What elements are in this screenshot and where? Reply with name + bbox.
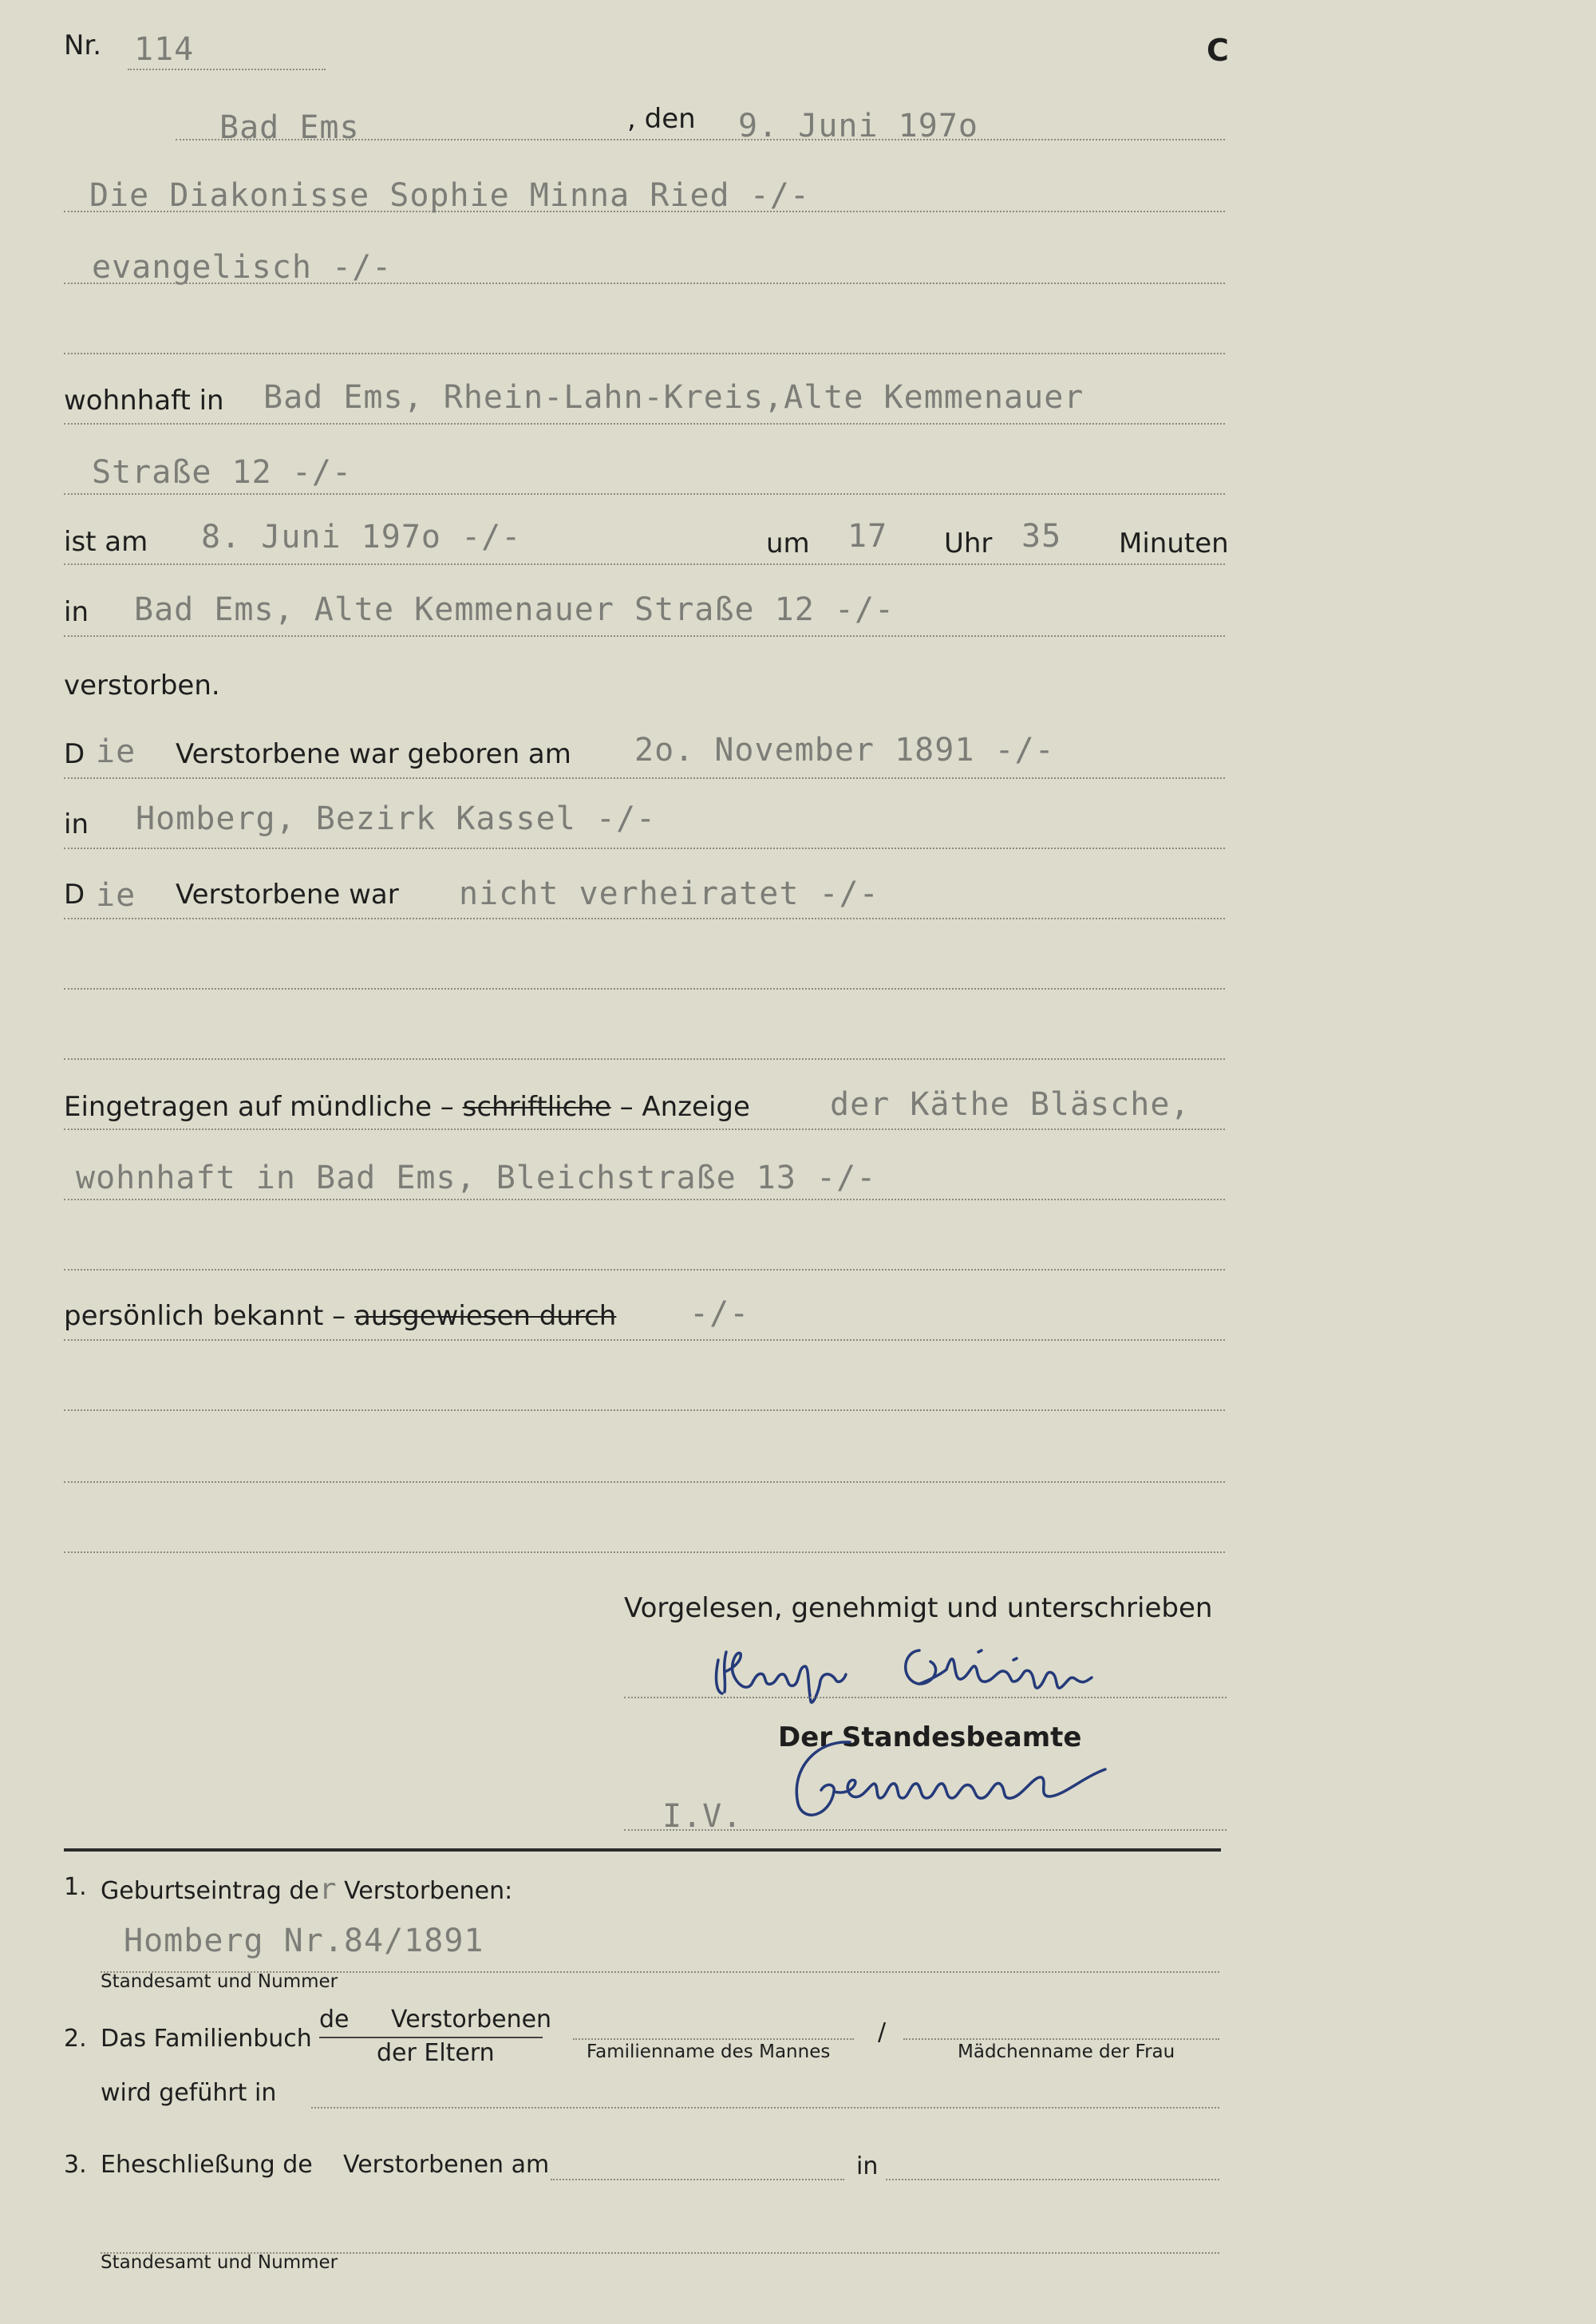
family-book-de: de <box>319 2006 350 2034</box>
informant-line <box>64 1128 1225 1130</box>
informant-name: der Käthe Bläsche, <box>830 1086 1191 1123</box>
informant-address: wohnhaft in Bad Ems, Bleichstraße 13 -/- <box>76 1160 877 1196</box>
birth-date-line <box>64 777 1225 779</box>
note-1-number: 1. <box>64 1873 87 1901</box>
blank-line <box>64 1481 1225 1483</box>
marital-status: nicht verheiratet -/- <box>459 875 879 912</box>
marital-article-label: D <box>64 879 85 911</box>
um-label: um <box>766 528 810 559</box>
birth-record-number: Homberg Nr.84/1891 <box>124 1923 484 1959</box>
fraction-bar <box>319 2037 543 2038</box>
read-approved-signed: Vorgelesen, genehmigt und unterschrieben <box>624 1592 1213 1624</box>
family-book-parents: der Eltern <box>377 2039 495 2067</box>
death-date: 8. Juni 197o -/- <box>201 519 522 555</box>
report-label-written-struck: schriftliche <box>462 1091 611 1123</box>
death-place-label: in <box>64 596 89 628</box>
birth-place-label: in <box>64 808 89 840</box>
note-1-label-start: Geburtseintrag de <box>101 1877 319 1905</box>
death-hour: 17 <box>847 518 888 555</box>
marriage-registry-caption: Standesamt und Nummer <box>101 2252 338 2273</box>
birth-place-line <box>64 848 1225 849</box>
number-label: Nr. <box>64 30 102 61</box>
birth-label: Verstorbene war geboren am <box>176 738 571 770</box>
registrar-signature <box>786 1728 1201 1840</box>
birth-article-label: D <box>64 738 85 770</box>
note-1-typed-suffix: r <box>318 1873 337 1906</box>
registrar-title: Der Standesbeamte <box>778 1721 1082 1753</box>
identity-value: -/- <box>689 1295 750 1332</box>
registrar-signature-line <box>624 1829 1227 1831</box>
religion: evangelisch -/- <box>92 249 393 286</box>
blank-line <box>64 1058 1225 1060</box>
report-label-oral: Eingetragen auf mündliche – <box>64 1091 454 1123</box>
death-date-label: ist am <box>64 526 148 558</box>
blank-line <box>64 353 1225 354</box>
registry-date: 9. Juni 197o <box>738 108 978 144</box>
informant-address-line <box>64 1199 1225 1200</box>
form-letter: C <box>1207 33 1229 68</box>
name-separator: / <box>878 2018 887 2046</box>
informant-signature-line <box>624 1697 1227 1698</box>
residence-line <box>64 423 1225 425</box>
residence-address: Bad Ems, Rhein-Lahn-Kreis,Alte Kemmenauer <box>263 379 1084 416</box>
register-number: 114 <box>134 31 195 68</box>
marital-line <box>64 918 1225 919</box>
blank-line <box>64 1269 1225 1271</box>
kept-at-line <box>311 2107 1219 2109</box>
street-line <box>64 493 1225 495</box>
birth-place: Homberg, Bezirk Kassel -/- <box>136 800 657 837</box>
minuten-label: Minuten <box>1119 528 1229 559</box>
wife-name-line <box>903 2038 1219 2040</box>
den-label: , den <box>627 103 696 135</box>
blank-line <box>64 1551 1225 1553</box>
number-line <box>128 69 326 70</box>
header-line <box>176 139 1225 140</box>
husband-name-caption: Familienname des Mannes <box>587 2041 831 2062</box>
note-1-label-end: Verstorbenen: <box>344 1877 513 1905</box>
death-minute: 35 <box>1021 518 1062 555</box>
death-place-line <box>64 635 1225 637</box>
registry-place: Bad Ems <box>219 109 360 146</box>
report-label <box>64 1091 750 1123</box>
section-divider <box>64 1848 1221 1852</box>
deceased-name: Die Diakonisse Sophie Minna Ried -/- <box>89 177 810 214</box>
family-book-deceased: Verstorbenen <box>391 2006 552 2034</box>
identity-known: persönlich bekannt – <box>64 1300 346 1332</box>
husband-name-line <box>573 2038 854 2040</box>
verstorben-label: verstorben. <box>64 670 220 702</box>
blank-line <box>64 1409 1225 1411</box>
name-line <box>64 211 1225 212</box>
identity-line <box>64 1339 1225 1341</box>
residence-street: Straße 12 -/- <box>92 454 353 491</box>
family-book-label: Das Familienbuch <box>101 2025 312 2053</box>
kept-at-label: wird geführt in <box>101 2079 277 2107</box>
marriage-place-line <box>886 2179 1219 2180</box>
birth-article-typed: ie <box>96 733 136 770</box>
note-3-number: 3. <box>64 2151 87 2179</box>
marital-label: Verstorbene war <box>176 879 399 911</box>
blank-line <box>64 988 1225 990</box>
uhr-label: Uhr <box>944 528 993 559</box>
death-time-line <box>64 563 1225 565</box>
birth-date: 2o. November 1891 -/- <box>634 732 1055 769</box>
note-1-label <box>101 1875 512 1904</box>
religion-line <box>64 283 1225 284</box>
identity-label <box>64 1302 616 1330</box>
iv-label: I.V. <box>662 1798 743 1835</box>
marriage-label: Eheschließung de <box>101 2151 313 2179</box>
report-label-anzeige: – Anzeige <box>619 1091 750 1123</box>
marriage-place-label: in <box>856 2152 879 2180</box>
registry-number-caption: Standesamt und Nummer <box>101 1971 338 1992</box>
marriage-date-line <box>551 2179 844 2180</box>
marriage-date-label: Verstorbenen am <box>343 2151 550 2179</box>
marital-article-typed: ie <box>96 877 136 914</box>
residence-label: wohnhaft in <box>64 385 224 417</box>
death-place: Bad Ems, Alte Kemmenauer Straße 12 -/- <box>134 591 895 628</box>
wife-name-caption: Mädchenname der Frau <box>958 2041 1175 2062</box>
note-2-number: 2. <box>64 2025 87 2053</box>
identity-document-struck: ausgewiesen durch <box>354 1300 617 1332</box>
